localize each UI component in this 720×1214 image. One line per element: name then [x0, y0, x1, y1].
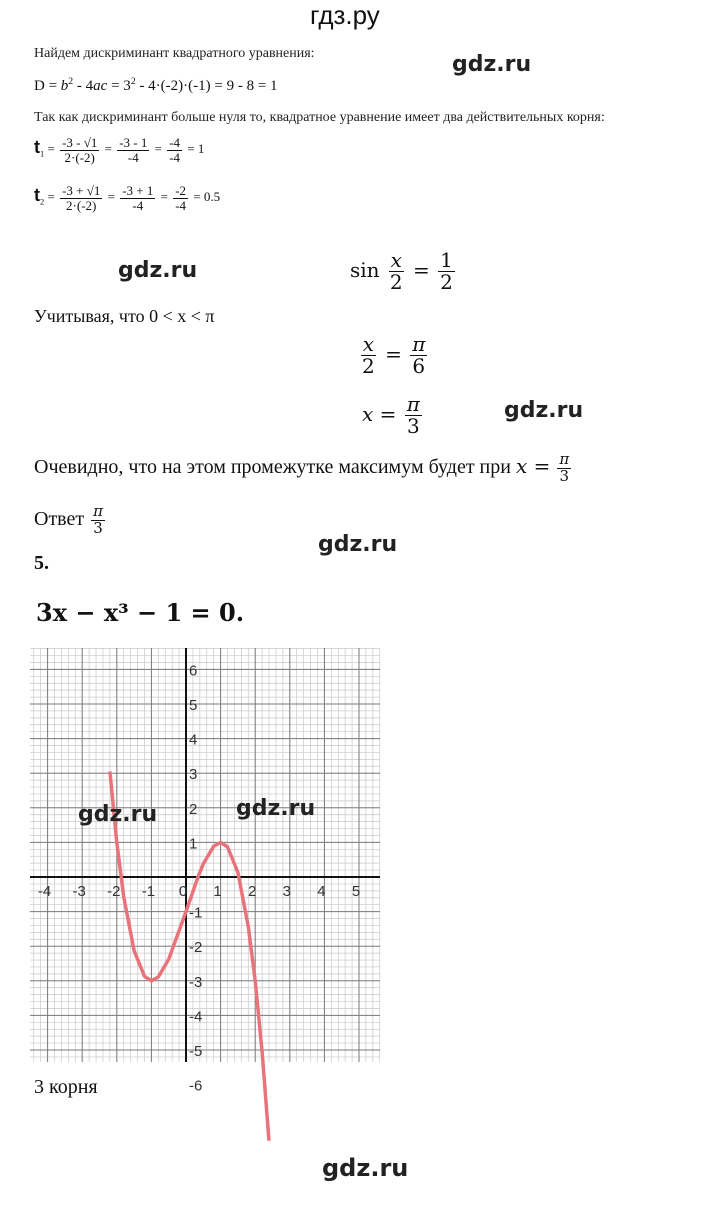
t1-label: t: [34, 137, 40, 158]
y-tick-label: 6: [189, 662, 198, 680]
watermark: gdz.ru: [318, 532, 398, 557]
x-tick-label: 0: [178, 883, 188, 900]
watermark: gdz.ru: [118, 258, 198, 283]
answer-label: Ответ: [34, 507, 85, 530]
answer-line: Ответ $\frac{\pi}{3}$: [34, 502, 103, 537]
watermark: gdz.ru: [78, 802, 158, 827]
t2-label: t: [34, 185, 40, 206]
y-tick-label: -1: [189, 904, 203, 922]
obviously-x: x =: [515, 453, 551, 478]
t2-sub: 2: [40, 196, 45, 207]
y-tick-label: -3: [189, 973, 203, 991]
site-title: гдз.ру: [310, 0, 380, 30]
x-tick-label: -3: [72, 883, 86, 900]
obviously-text: Очевидно, что на этом промежутке максимум будет при: [34, 455, 511, 478]
x-tick-label: 2: [248, 883, 257, 900]
eq-x-half: $\frac{x}{2}$ = $\frac{\pi}{6}$: [362, 332, 426, 378]
t1-frac1: $\frac{-3 - √1}{2\cdot(-2)}$: [62, 135, 98, 165]
sin-label: sin: [350, 258, 380, 282]
t2-result: = 0.5: [193, 189, 221, 205]
x-tick-label: 5: [351, 883, 361, 900]
t1-frac2: $\frac{-3 - 1}{-4}$: [119, 135, 148, 165]
since-text: Так как дискриминант больше нуля то, квадратное уравнение имеет два действительных корня:: [34, 110, 605, 125]
y-tick-label: 3: [189, 766, 198, 784]
equation-5: 3x − x³ − 1 = 0.: [36, 598, 245, 627]
roots-text: 3 корня: [34, 1076, 98, 1098]
task-number: 5.: [34, 552, 49, 574]
considering-text: Учитывая, что 0 < x < π: [34, 306, 215, 326]
disc-rest: - 4·(-2)·(-1) = 9 - 8 = 1: [135, 78, 278, 94]
t1-equation: $t_1$ = $\frac{-3 - √1}{2\cdot(-2)}$ = $\frac{-3 - 1}{-4}$ = $\frac{-4}{-4}$ = 1: [34, 135, 205, 165]
disc-eq: = 3: [107, 78, 131, 94]
t1-result: = 1: [187, 141, 205, 157]
t2-frac3: $\frac{-2}{-4}$: [175, 183, 187, 213]
t1-frac3: $\frac{-4}{-4}$: [169, 135, 181, 165]
x-tick-label: 4: [317, 883, 326, 900]
watermark: gdz.ru: [236, 796, 316, 821]
y-tick-label: 1: [189, 835, 198, 853]
disc-lhs: D =: [34, 78, 58, 94]
y-tick-label: 5: [189, 697, 198, 714]
x-tick-label: -1: [141, 883, 156, 900]
disc-b-exp: 2: [68, 76, 74, 87]
y-tick-label: -6: [189, 1077, 203, 1095]
t2-frac1: $\frac{-3 + √1}{2\cdot(-2)}$: [62, 183, 101, 213]
disc-ac: ac: [93, 78, 108, 94]
obviously-line: Очевидно, что на этом промежутке максимум будет при x = $\frac{\pi}{3}$: [34, 450, 570, 485]
discriminant-line: [34, 76, 278, 95]
disc-b: b: [60, 78, 69, 94]
disc-three-exp: 2: [130, 76, 136, 87]
t1-sub: 1: [40, 148, 45, 159]
y-tick-label: -5: [189, 1043, 203, 1060]
t2-frac2: $\frac{-3 + 1}{-4}$: [122, 183, 154, 213]
x-tick-label: -4: [37, 883, 52, 900]
x-tick-label: 1: [213, 883, 222, 900]
y-tick-label: 2: [189, 800, 198, 818]
eq-x: x = $\frac{\pi}{3}$: [362, 392, 420, 438]
intro-text: Найдем дискриминант квадратного уравнения:: [34, 46, 315, 61]
x-tick-label: 3: [282, 883, 291, 900]
t2-equation: $t_2$ = $\frac{-3 + √1}{2\cdot(-2)}$ = $\frac{-3 + 1}{-4}$ = $\frac{-2}{-4}$ = 0.5: [34, 183, 221, 213]
x-tick-label: -2: [107, 883, 121, 900]
watermark: gdz.ru: [452, 52, 532, 77]
watermark: gdz.ru: [504, 398, 584, 423]
footer-watermark: gdz.ru: [322, 1154, 409, 1182]
disc-mid: - 4: [73, 78, 94, 94]
y-tick-label: 4: [189, 731, 198, 749]
sin-equation: sin $\frac{x}{2}$ = $\frac{1}{2}$: [350, 248, 453, 294]
y-tick-label: -4: [189, 1008, 203, 1026]
y-tick-label: -2: [189, 939, 203, 957]
